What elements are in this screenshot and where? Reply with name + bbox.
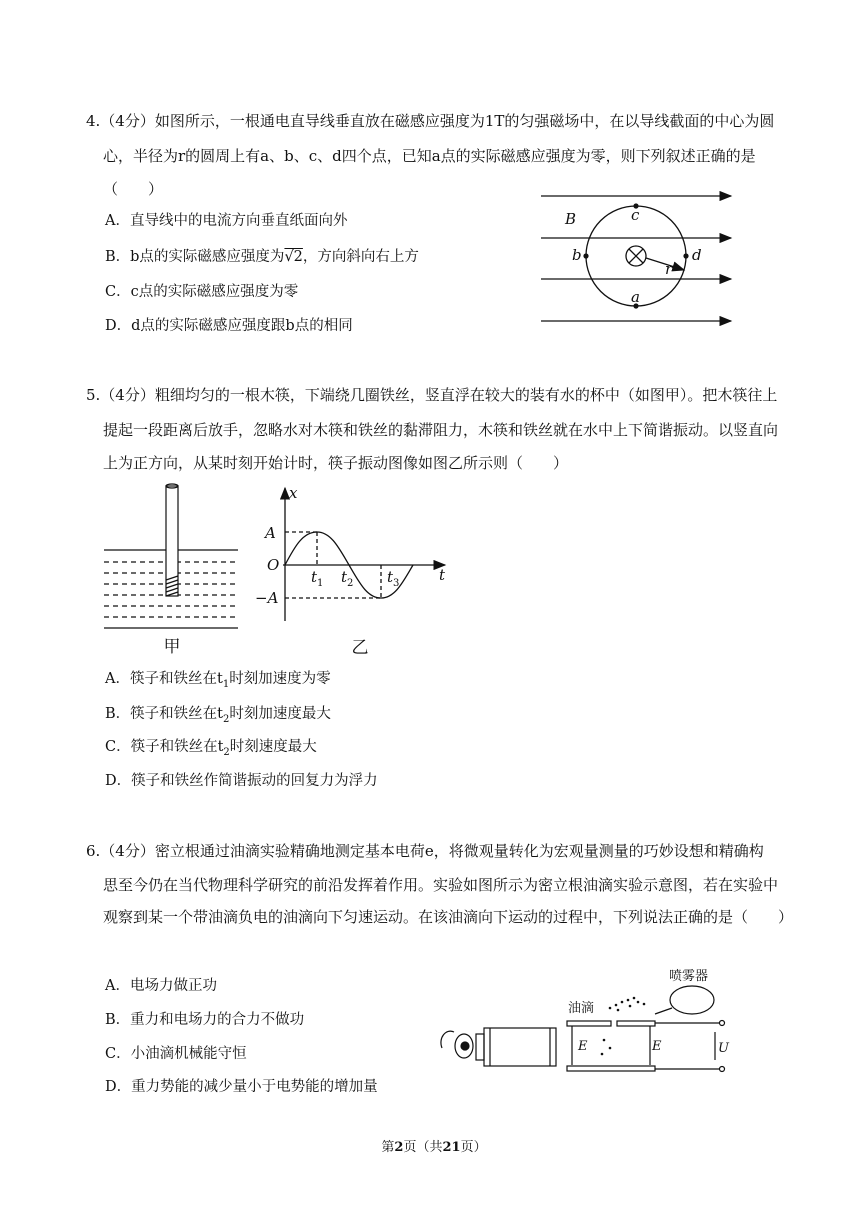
point-b — [583, 253, 588, 258]
q6-option-c: C．小油滴机械能守恒 — [105, 1046, 247, 1062]
label-U: U — [718, 1041, 729, 1056]
q4-stem-line3: （ ） — [103, 180, 164, 198]
label-sprayer: 喷雾器 — [669, 969, 709, 984]
q5-stem-line2: 提起一段距离后放手，忽略水对木筷和铁丝的黏滞阻力，木筷和铁丝就在水中上下简谐振动。以竖直向 — [103, 421, 779, 439]
page-footer: 第2页（共21页） — [381, 1140, 487, 1155]
q4-option-b: B．b点的实际磁感应强度为√2，方向斜向右上方 — [105, 249, 419, 265]
label-t: t — [439, 566, 446, 584]
label-x: x — [289, 484, 298, 502]
q6-stem-line2: 思至今仍在当代物理科学研究的前沿发挥着作用。实验如图所示为密立根油滴实验示意图，若在实验中 — [103, 876, 779, 894]
q5-figure-jia-chopstick — [100, 482, 242, 656]
page-number: 2 — [394, 1140, 404, 1155]
sprayer-bulb — [670, 986, 714, 1014]
label-yi: 乙 — [351, 638, 369, 658]
label-t1: $t_1$ — [311, 568, 324, 589]
q6-millikan-apparatus-figure — [432, 962, 732, 1082]
sqrt-two: √2 — [284, 249, 303, 265]
q4-stem-line1: 4.（4分）如图所示，一根通电直导线垂直放在磁感应强度为1T的匀强磁场中，在以导线截面的中心为圆 — [86, 112, 775, 130]
label-oil-drop: 油滴 — [568, 1001, 595, 1016]
q5-option-a: A．筷子和铁丝在$t_1$时刻加速度为零 — [105, 671, 331, 690]
q4-magnetic-field-figure — [535, 188, 740, 330]
label-a: a — [631, 288, 640, 306]
label-A: A — [265, 524, 276, 542]
label-negA: −A — [255, 589, 279, 607]
q6-stem-line1: 6.（4分）密立根通过油滴实验精确地测定基本电荷e，将微观量转化为宏观量测量的巧妙设想和精确构 — [86, 842, 764, 860]
label-t2: $t_2$ — [341, 568, 354, 589]
q6-stem-line3: 观察到某一个带油滴负电的油滴向下匀速运动。在该油滴向下运动的过程中，下列说法正确的是（ ） — [103, 908, 794, 926]
label-d: d — [692, 246, 702, 264]
label-r: r — [665, 260, 673, 278]
label-b: b — [572, 246, 582, 264]
q4-option-a: A．直导线中的电流方向垂直纸面向外 — [105, 213, 348, 229]
q4-stem-line2: 心，半径为r的圆周上有a、b、c、d四个点，已知a点的实际磁感应强度为零，则下列叙述正确的是 — [103, 147, 756, 165]
label-E-left: E — [578, 1039, 588, 1054]
q6-option-b: B．重力和电场力的合力不做功 — [105, 1012, 305, 1028]
label-t3: $t_3$ — [387, 568, 400, 589]
q5-option-d: D．筷子和铁丝作简谐振动的回复力为浮力 — [105, 773, 378, 789]
q4-option-d: D．d点的实际磁感应强度跟b点的相同 — [105, 318, 353, 334]
label-jia: 甲 — [163, 637, 181, 656]
microscope-tube — [484, 1028, 556, 1066]
q6-option-d: D．重力势能的减少量小于电势能的增加量 — [105, 1079, 378, 1095]
q6-option-a: A．电场力做正功 — [105, 978, 217, 994]
total-pages: 21 — [442, 1140, 461, 1155]
point-d — [683, 253, 688, 258]
q5-figure-yi-graph — [255, 478, 455, 658]
upper-plate-right — [617, 1021, 655, 1026]
label-B: B — [565, 210, 577, 228]
q4-option-c: C．c点的实际磁感应强度为零 — [105, 284, 299, 300]
q5-stem-line3: 上为正方向，从某时刻开始计时，筷子振动图像如图乙所示则（ ） — [103, 454, 569, 472]
q5-stem-line1: 5.（4分）粗细均匀的一根木筷，下端绕几圈铁丝，竖直浮在较大的装有水的杯中（如图甲）。把木筷往上 — [86, 386, 778, 404]
eye-icon — [441, 1031, 454, 1048]
upper-plate-left — [567, 1021, 611, 1026]
label-E-right: E — [652, 1039, 662, 1054]
label-O: O — [267, 556, 280, 574]
q5-option-c: C．筷子和铁丝在$t_2$时刻速度最大 — [105, 739, 317, 758]
q5-option-b: B．筷子和铁丝在$t_2$时刻加速度最大 — [105, 706, 331, 725]
label-c: c — [631, 206, 640, 224]
lower-plate — [567, 1066, 655, 1071]
